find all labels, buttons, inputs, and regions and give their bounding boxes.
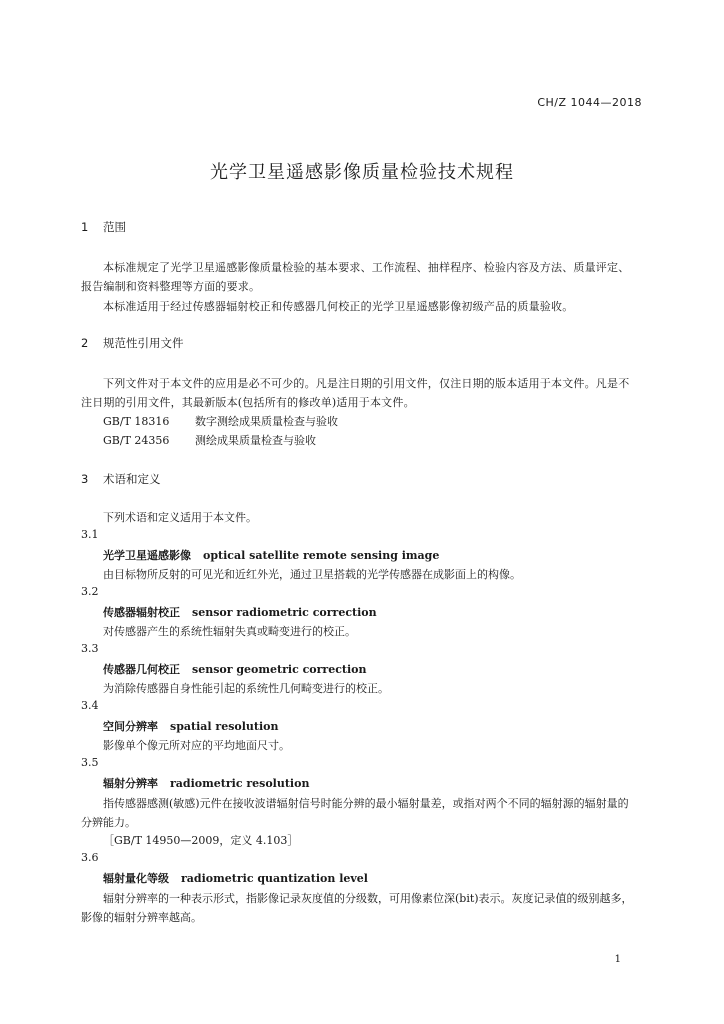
section-1-paragraph-1: 本标准规定了光学卫星遥感影像质量检验的基本要求、工作流程、抽样程序、检验内容及方法、质量评定、报告编制和资料整理等方面的要求。	[81, 261, 630, 293]
term-en: optical satellite remote sensing image	[203, 549, 440, 562]
section-2-heading	[81, 335, 184, 351]
standard-code: CH/Z 1044—2018	[537, 96, 642, 109]
term-definition: 由目标物所反射的可见光和近红外光，通过卫星搭载的光学传感器在成影面上的构像。	[103, 568, 521, 581]
section-number: 3	[81, 472, 89, 486]
section-title: 规范性引用文件	[103, 336, 184, 350]
term-zh: 空间分辨率	[103, 720, 158, 733]
term-en: radiometric quantization level	[181, 872, 368, 885]
document-title: 光学卫星遥感影像质量检验技术规程	[210, 162, 514, 183]
term-definition: 辐射分辨率的一种表示形式，指影像记录灰度值的分级数，可用像素位深(bit)表示。灰度记录值的级别越多，影像的辐射分辨率越高。	[81, 892, 633, 924]
term-zh: 辐射分辨率	[103, 777, 158, 790]
term-en: sensor radiometric correction	[192, 606, 377, 619]
term-definition: 指传感器感测(敏感)元件在接收波谱辐射信号时能分辨的最小辐射量差，或指对两个不同的辐射源的辐射量的分辨能力。	[81, 797, 629, 829]
term-zh: 传感器几何校正	[103, 663, 180, 676]
section-3-intro: 下列术语和定义适用于本文件。	[103, 511, 257, 524]
term-zh: 传感器辐射校正	[103, 606, 180, 619]
term-number: 3.1	[81, 528, 99, 541]
section-title: 范围	[103, 220, 126, 234]
section-3-heading	[81, 471, 161, 487]
term-number: 3.2	[81, 585, 99, 598]
term-definition: 影像单个像元所对应的平均地面尺寸。	[103, 739, 290, 752]
page-number: 1	[614, 954, 621, 965]
term-heading	[103, 718, 279, 734]
term-number: 3.5	[81, 756, 99, 769]
section-number: 1	[81, 220, 89, 234]
term-heading	[103, 775, 309, 791]
term-number: 3.6	[81, 851, 99, 864]
section-number: 2	[81, 336, 89, 350]
term-heading	[103, 870, 368, 886]
term-number: 3.4	[81, 699, 99, 712]
term-heading	[103, 661, 367, 677]
term-definition: 为消除传感器自身性能引起的系统性几何畸变进行的校正。	[103, 682, 389, 695]
term-en: radiometric resolution	[170, 777, 310, 790]
reference-title: 数字测绘成果质量检查与验收	[195, 415, 338, 428]
section-1-heading	[81, 219, 126, 235]
reference-code: GB/T 24356	[103, 434, 170, 447]
term-heading	[103, 604, 377, 620]
reference-code: GB/T 18316	[103, 415, 170, 428]
term-number: 3.3	[81, 642, 99, 655]
reference-title: 测绘成果质量检查与验收	[195, 434, 316, 447]
reference-item	[103, 413, 338, 429]
term-zh: 辐射量化等级	[103, 872, 169, 885]
term-zh: 光学卫星遥感影像	[103, 549, 191, 562]
term-source: ［GB/T 14950—2009，定义 4.103］	[103, 834, 299, 847]
section-2-paragraph-1: 下列文件对于本文件的应用是必不可少的。凡是注日期的引用文件，仅注日期的版本适用于本文件。凡是不注日期的引用文件，其最新版本(包括所有的修改单)适用于本文件。	[81, 377, 630, 409]
term-en: spatial resolution	[170, 720, 279, 733]
section-1-paragraph-2: 本标准适用于经过传感器辐射校正和传感器几何校正的光学卫星遥感影像初级产品的质量验收。	[103, 300, 574, 313]
term-en: sensor geometric correction	[192, 663, 367, 676]
reference-item	[103, 432, 316, 448]
term-definition: 对传感器产生的系统性辐射失真或畸变进行的校正。	[103, 625, 356, 638]
section-title: 术语和定义	[103, 472, 161, 486]
term-heading	[103, 547, 439, 563]
